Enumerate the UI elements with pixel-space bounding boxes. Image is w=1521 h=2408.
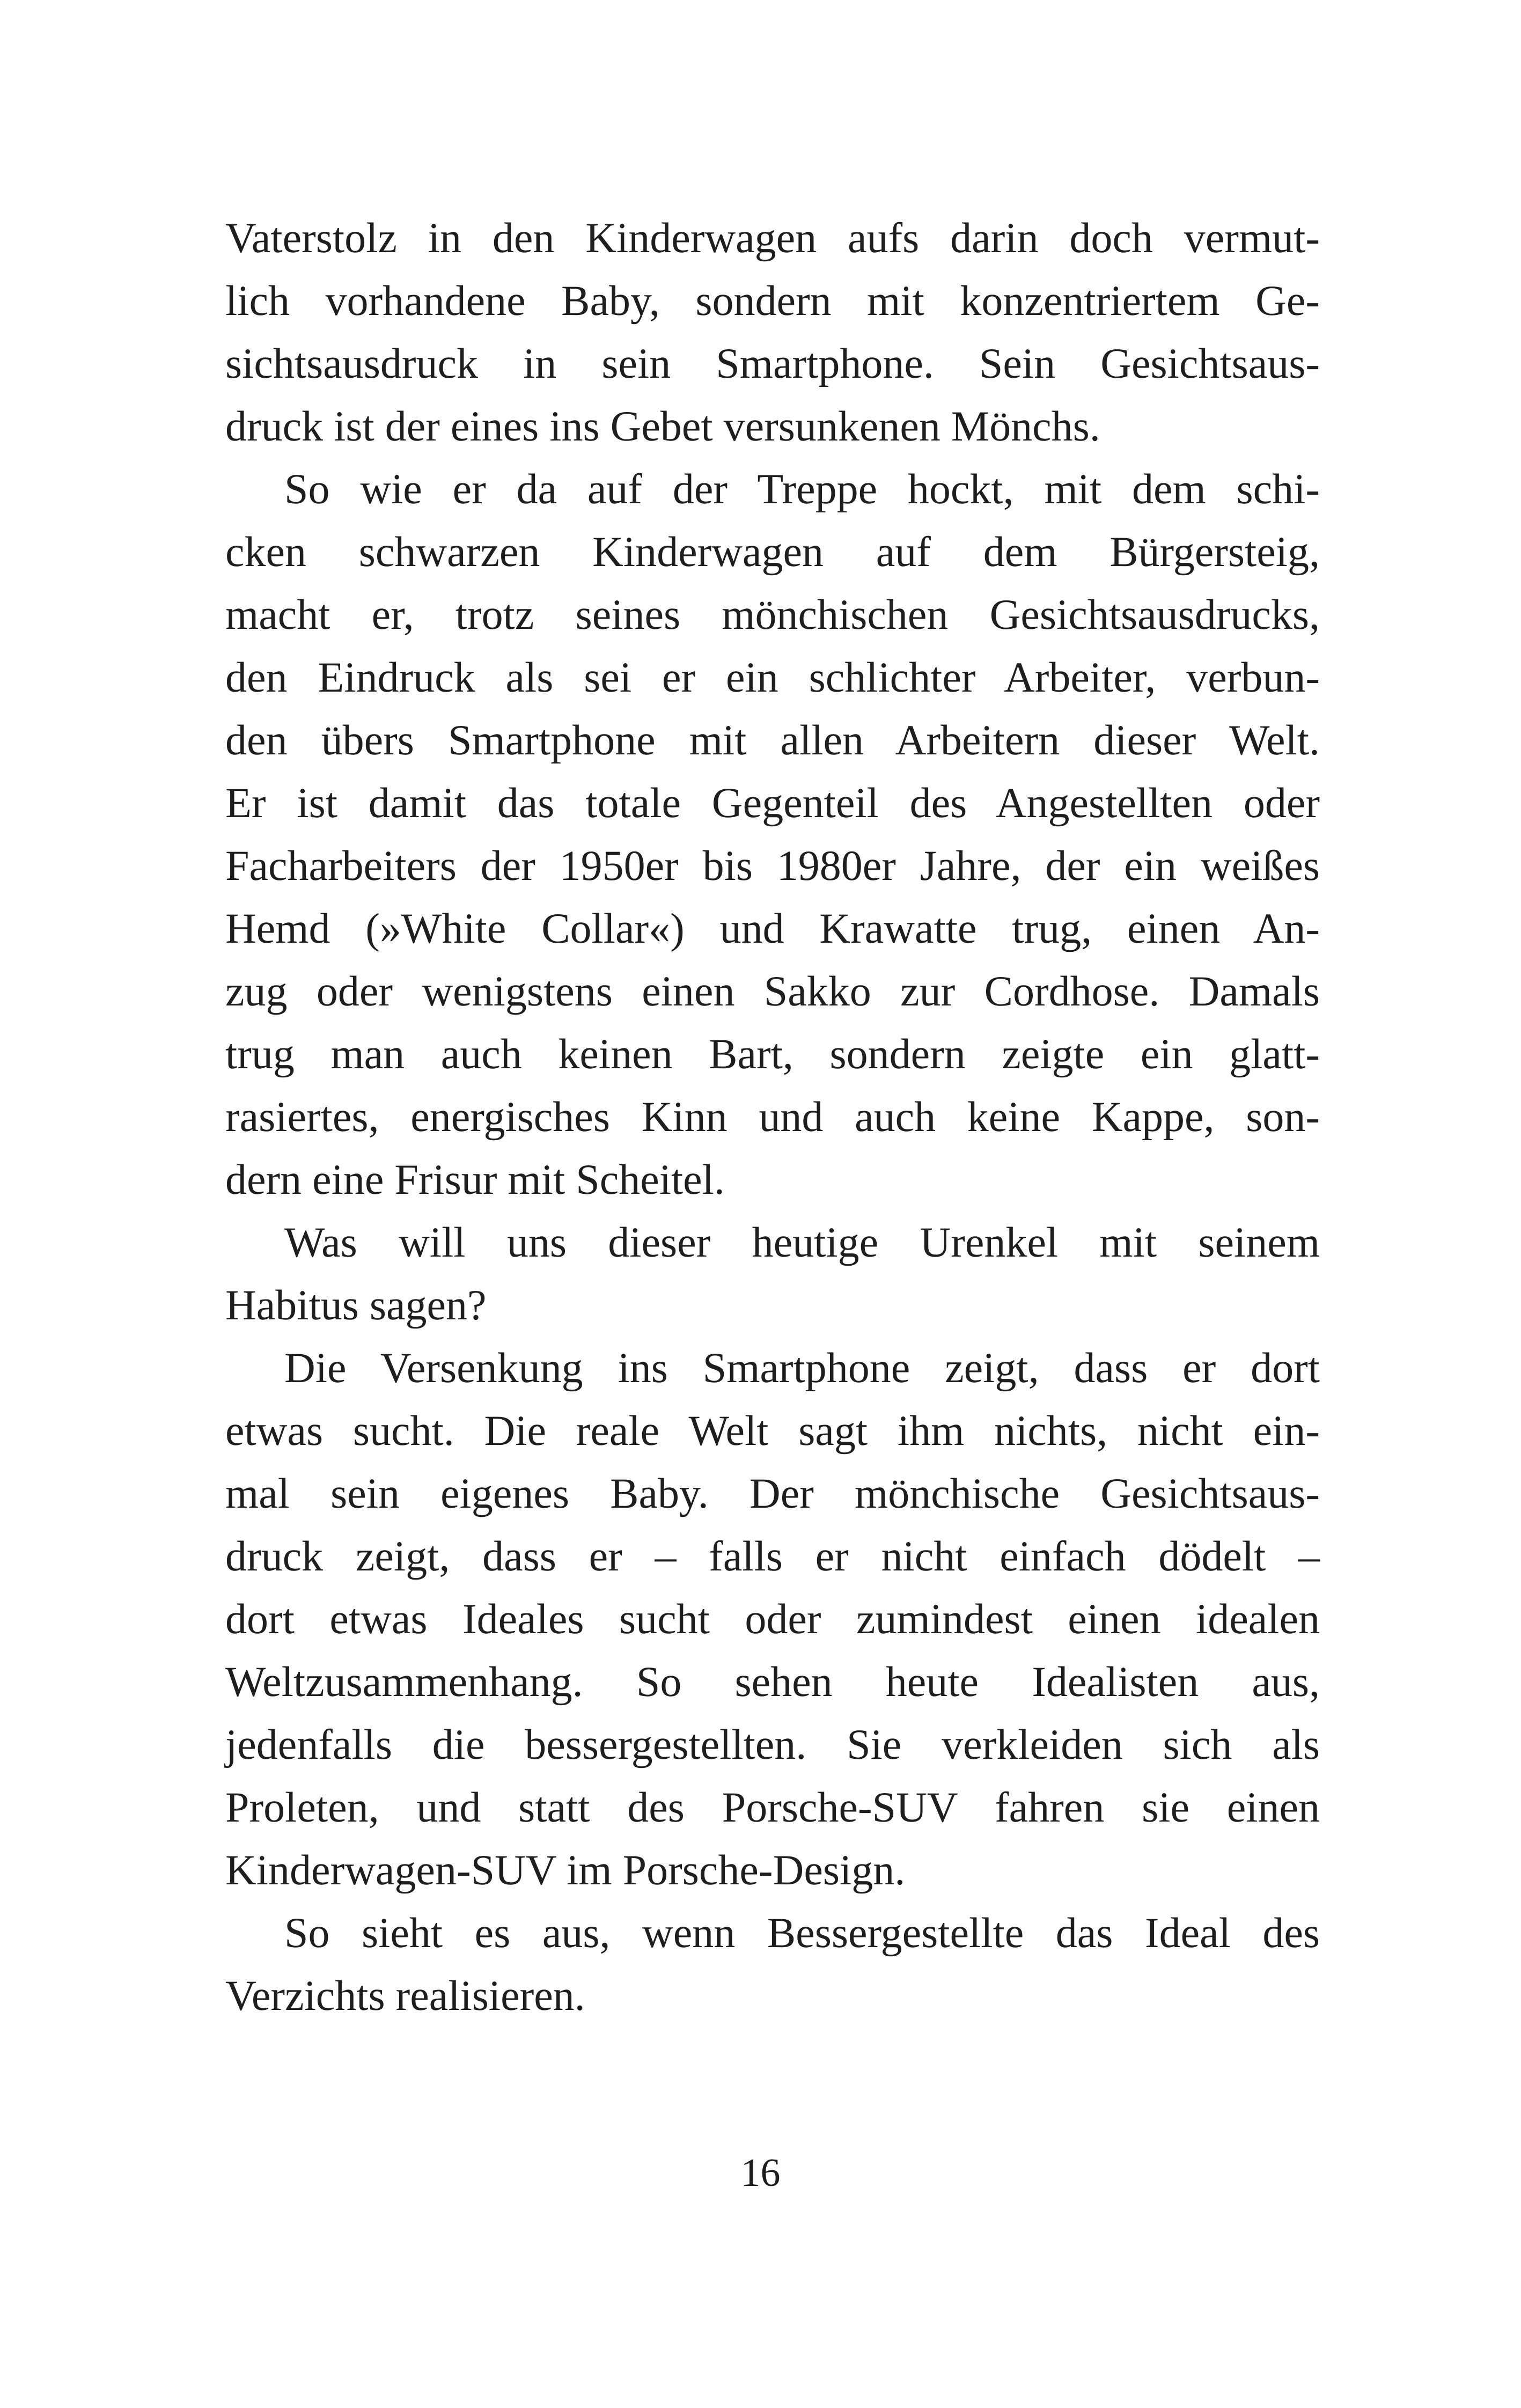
text-line: dort etwas Ideales sucht oder zumindest einen idealen [225,1596,1320,1643]
text-line: zug oder wenigstens einen Sakko zur Cordhose. Damals [225,968,1320,1015]
text-line: Facharbeiters der 1950er bis 1980er Jahre, der ein weißes [225,842,1320,890]
text-line: Habitus sagen? [225,1282,487,1329]
text-line: Kinderwagen-SUV im Porsche-Design. [225,1847,906,1894]
text-line: Weltzusammenhang. So sehen heute Idealisten aus, [225,1658,1320,1706]
text-line: dern eine Frisur mit Scheitel. [225,1156,725,1203]
text-line: druck zeigt, dass er – falls er nicht einfach dödelt – [225,1533,1320,1580]
text-line: Vaterstolz in den Kinderwagen aufs darin doch vermut- [225,215,1320,262]
body-text [225,207,1320,2028]
text-line: So sieht es aus, wenn Bessergestellte das Ideal des [284,1910,1320,1957]
text-line: cken schwarzen Kinderwagen auf dem Bürgersteig, [225,528,1320,576]
text-line: Die Versenkung ins Smartphone zeigt, dass er dort [284,1345,1320,1392]
text-line: mal sein eigenes Baby. Der mönchische Gesichtsaus- [225,1470,1320,1517]
text-line: etwas sucht. Die reale Welt sagt ihm nichts, nicht ein- [225,1407,1320,1455]
text-line: lich vorhandene Baby, sondern mit konzentriertem Ge- [225,277,1320,325]
text-line: Hemd (»White Collar«) und Krawatte trug, einen An- [225,905,1320,952]
text-line: den Eindruck als sei er ein schlichter Arbeiter, verbun- [225,654,1320,701]
text-line: Verzichts realisieren. [225,1972,585,2020]
text-line: Was will uns dieser heutige Urenkel mit seinem [284,1219,1320,1266]
text-line: rasiertes, energisches Kinn und auch keine Kappe, son- [225,1093,1320,1141]
text-line: sichtsausdruck in sein Smartphone. Sein Gesichtsaus- [225,340,1320,387]
text-line: trug man auch keinen Bart, sondern zeigte ein glatt- [225,1031,1320,1078]
text-line: druck ist der eines ins Gebet versunkenen Mönchs. [225,403,1100,450]
text-line: jedenfalls die bessergestellten. Sie verkleiden sich als [225,1721,1320,1768]
text-line: So wie er da auf der Treppe hockt, mit dem schi- [284,466,1320,513]
text-line: den übers Smartphone mit allen Arbeitern dieser Welt. [225,717,1320,764]
text-line: Er ist damit das totale Gegenteil des Angestellten oder [225,780,1320,827]
text-line: macht er, trotz seines mönchischen Gesichtsausdrucks, [225,591,1320,638]
text-line: Proleten, und statt des Porsche-SUV fahren sie einen [225,1784,1320,1831]
page-number: 16 [740,2151,781,2195]
